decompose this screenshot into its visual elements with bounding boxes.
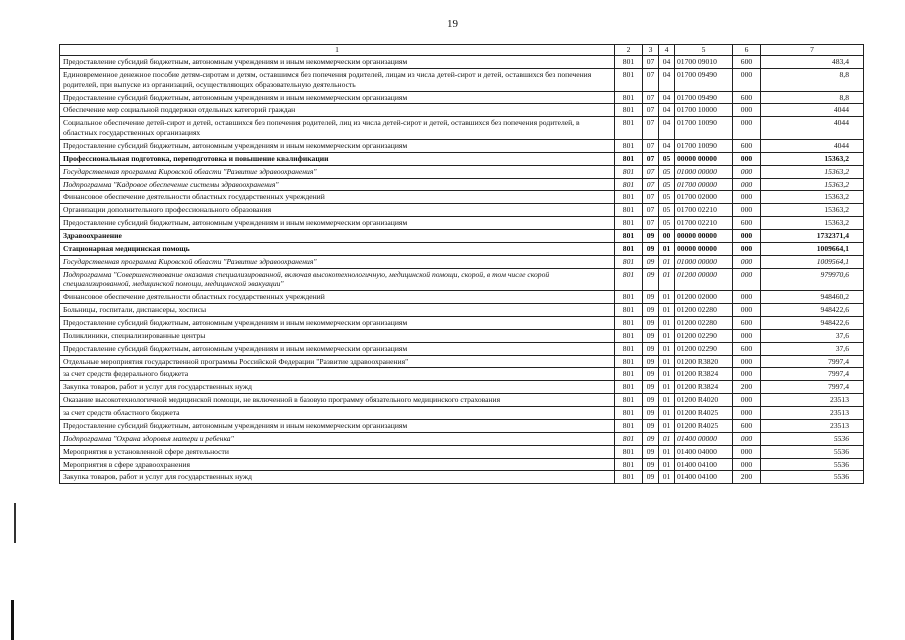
cell-name: Отдельные мероприятия государственной программы Российской Федерации "Развитие здравоохранения" (60, 355, 615, 368)
cell-target-article: 00000 00000 (675, 230, 733, 243)
cell-gov-code: 801 (615, 432, 643, 445)
cell-subsection: 05 (659, 152, 675, 165)
cell-gov-code: 801 (615, 255, 643, 268)
cell-gov-code: 801 (615, 355, 643, 368)
cell-expense-type: 000 (733, 204, 761, 217)
cell-gov-code: 801 (615, 217, 643, 230)
cell-subsection: 04 (659, 91, 675, 104)
table-row (60, 419, 864, 432)
cell-target-article: 01700 02000 (675, 191, 733, 204)
cell-subsection: 01 (659, 368, 675, 381)
cell-section: 09 (643, 458, 659, 471)
cell-gov-code: 801 (615, 329, 643, 342)
cell-section: 09 (643, 317, 659, 330)
cell-amount: 5536 (761, 458, 864, 471)
cell-gov-code: 801 (615, 104, 643, 117)
cell-section: 09 (643, 291, 659, 304)
cell-subsection: 01 (659, 291, 675, 304)
cell-amount: 1009664,1 (761, 242, 864, 255)
cell-target-article: 01200 R4020 (675, 394, 733, 407)
cell-expense-type: 600 (733, 217, 761, 230)
cell-amount: 5536 (761, 471, 864, 484)
cell-gov-code: 801 (615, 291, 643, 304)
table-row (60, 291, 864, 304)
cell-name: Предоставление субсидий бюджетным, автономным учреждениям и иным некоммерческим организациям (60, 217, 615, 230)
table-row (60, 394, 864, 407)
cell-subsection: 01 (659, 342, 675, 355)
cell-gov-code: 801 (615, 140, 643, 153)
cell-expense-type: 000 (733, 230, 761, 243)
cell-gov-code: 801 (615, 394, 643, 407)
header-col-gov: 2 (615, 45, 643, 56)
table-row (60, 117, 864, 140)
cell-name: Профессиональная подготовка, переподготовка и повышение квалификации (60, 152, 615, 165)
cell-name: Закупка товаров, работ и услуг для государственных нужд (60, 381, 615, 394)
cell-gov-code: 801 (615, 230, 643, 243)
cell-target-article: 01700 00000 (675, 178, 733, 191)
cell-subsection: 01 (659, 329, 675, 342)
cell-expense-type: 000 (733, 458, 761, 471)
cell-amount: 23513 (761, 407, 864, 420)
cell-target-article: 01400 00000 (675, 432, 733, 445)
cell-name: Государственная программа Кировской области "Развитие здравоохранения" (60, 165, 615, 178)
cell-amount: 5536 (761, 432, 864, 445)
cell-name: Поликлиники, специализированные центры (60, 329, 615, 342)
table-row (60, 381, 864, 394)
binder-mark (14, 503, 16, 543)
cell-name: Организации дополнительного профессионального образования (60, 204, 615, 217)
header-col-expense-type: 6 (733, 45, 761, 56)
cell-expense-type: 000 (733, 291, 761, 304)
cell-target-article: 01200 02280 (675, 317, 733, 330)
cell-expense-type: 600 (733, 56, 761, 69)
table-row (60, 317, 864, 330)
cell-gov-code: 801 (615, 471, 643, 484)
cell-subsection: 01 (659, 355, 675, 368)
cell-gov-code: 801 (615, 368, 643, 381)
cell-subsection: 04 (659, 68, 675, 91)
cell-expense-type: 000 (733, 178, 761, 191)
cell-expense-type: 000 (733, 255, 761, 268)
cell-gov-code: 801 (615, 117, 643, 140)
cell-gov-code: 801 (615, 381, 643, 394)
cell-section: 09 (643, 471, 659, 484)
table-row (60, 217, 864, 230)
table-header (60, 45, 864, 56)
cell-subsection: 04 (659, 117, 675, 140)
cell-amount: 1009564,1 (761, 255, 864, 268)
table-row (60, 471, 864, 484)
cell-amount: 7997,4 (761, 368, 864, 381)
cell-subsection: 00 (659, 230, 675, 243)
table-row (60, 304, 864, 317)
cell-expense-type: 000 (733, 329, 761, 342)
cell-section: 07 (643, 104, 659, 117)
table-row (60, 255, 864, 268)
cell-gov-code: 801 (615, 68, 643, 91)
header-col-amount: 7 (761, 45, 864, 56)
cell-subsection: 04 (659, 104, 675, 117)
cell-name: Социальное обеспечение детей-сирот и детей, оставшихся без попечения родителей, лиц из числа детей-сирот и детей, оставшихся без попечения родителей, в областных государственных организациях (60, 117, 615, 140)
table-row (60, 191, 864, 204)
cell-subsection: 05 (659, 191, 675, 204)
cell-name: за счет средств федерального бюджета (60, 368, 615, 381)
cell-section: 09 (643, 329, 659, 342)
cell-name: Предоставление субсидий бюджетным, автономным учреждениям и иным некоммерческим организациям (60, 91, 615, 104)
header-row (60, 45, 864, 56)
cell-target-article: 01200 02290 (675, 342, 733, 355)
cell-section: 07 (643, 56, 659, 69)
cell-target-article: 00000 00000 (675, 242, 733, 255)
cell-name: Подпрограмма "Охрана здоровья матери и ребенка" (60, 432, 615, 445)
cell-subsection: 01 (659, 394, 675, 407)
cell-section: 07 (643, 140, 659, 153)
table-row (60, 368, 864, 381)
cell-subsection: 01 (659, 432, 675, 445)
cell-section: 09 (643, 432, 659, 445)
cell-gov-code: 801 (615, 268, 643, 291)
cell-gov-code: 801 (615, 152, 643, 165)
cell-subsection: 05 (659, 165, 675, 178)
cell-name: Подпрограмма "Совершенствование оказания специализированной, включая высокотехнологичную, медицинской помощи, скорой, в том числе скорой специализированной, медицинской помощи, медицинской эвакуации" (60, 268, 615, 291)
cell-section: 07 (643, 191, 659, 204)
table-row (60, 140, 864, 153)
cell-subsection: 01 (659, 445, 675, 458)
cell-name: Предоставление субсидий бюджетным, автономным учреждениям и иным некоммерческим организациям (60, 56, 615, 69)
cell-expense-type: 000 (733, 304, 761, 317)
cell-target-article: 01700 09490 (675, 68, 733, 91)
cell-section: 09 (643, 255, 659, 268)
cell-amount: 483,4 (761, 56, 864, 69)
cell-amount: 15363,2 (761, 152, 864, 165)
cell-amount: 948422,6 (761, 304, 864, 317)
cell-section: 07 (643, 152, 659, 165)
table-row (60, 445, 864, 458)
cell-amount: 23513 (761, 419, 864, 432)
cell-gov-code: 801 (615, 191, 643, 204)
table-row (60, 104, 864, 117)
table-row (60, 329, 864, 342)
table-row (60, 342, 864, 355)
cell-subsection: 01 (659, 471, 675, 484)
cell-gov-code: 801 (615, 342, 643, 355)
cell-target-article: 01400 04000 (675, 445, 733, 458)
cell-section: 07 (643, 217, 659, 230)
cell-target-article: 01700 10090 (675, 117, 733, 140)
cell-expense-type: 000 (733, 191, 761, 204)
cell-amount: 8,8 (761, 68, 864, 91)
cell-target-article: 01200 R3824 (675, 368, 733, 381)
cell-subsection: 01 (659, 242, 675, 255)
cell-amount: 7997,4 (761, 355, 864, 368)
cell-section: 07 (643, 204, 659, 217)
cell-amount: 15363,2 (761, 217, 864, 230)
cell-gov-code: 801 (615, 445, 643, 458)
cell-section: 09 (643, 368, 659, 381)
cell-expense-type: 000 (733, 432, 761, 445)
cell-expense-type: 600 (733, 140, 761, 153)
table-row (60, 432, 864, 445)
cell-amount: 1732371,4 (761, 230, 864, 243)
binder-mark (11, 600, 14, 640)
cell-subsection: 05 (659, 217, 675, 230)
cell-subsection: 05 (659, 204, 675, 217)
cell-name: Мероприятия в установленной сфере деятельности (60, 445, 615, 458)
cell-target-article: 01700 09490 (675, 91, 733, 104)
cell-section: 07 (643, 68, 659, 91)
cell-subsection: 01 (659, 381, 675, 394)
cell-amount: 15363,2 (761, 204, 864, 217)
cell-name: Предоставление субсидий бюджетным, автономным учреждениям и иным некоммерческим организациям (60, 419, 615, 432)
table-row (60, 407, 864, 420)
cell-section: 09 (643, 407, 659, 420)
cell-expense-type: 000 (733, 368, 761, 381)
cell-subsection: 01 (659, 255, 675, 268)
cell-subsection: 01 (659, 419, 675, 432)
cell-expense-type: 200 (733, 381, 761, 394)
page-number: 19 (447, 18, 458, 30)
table-row (60, 458, 864, 471)
table-row (60, 178, 864, 191)
cell-name: Финансовое обеспечение деятельности областных государственных учреждений (60, 191, 615, 204)
cell-amount: 4044 (761, 140, 864, 153)
cell-target-article: 01200 R3820 (675, 355, 733, 368)
cell-expense-type: 000 (733, 407, 761, 420)
cell-target-article: 01200 02000 (675, 291, 733, 304)
cell-target-article: 01200 02290 (675, 329, 733, 342)
cell-gov-code: 801 (615, 458, 643, 471)
cell-target-article: 01200 R4025 (675, 419, 733, 432)
cell-subsection: 01 (659, 268, 675, 291)
table-row (60, 152, 864, 165)
cell-amount: 15363,2 (761, 191, 864, 204)
cell-gov-code: 801 (615, 204, 643, 217)
cell-gov-code: 801 (615, 317, 643, 330)
table-body (60, 56, 864, 484)
cell-expense-type: 000 (733, 394, 761, 407)
cell-gov-code: 801 (615, 242, 643, 255)
cell-target-article: 01000 00000 (675, 255, 733, 268)
cell-section: 09 (643, 394, 659, 407)
cell-expense-type: 000 (733, 165, 761, 178)
cell-expense-type: 000 (733, 68, 761, 91)
cell-expense-type: 000 (733, 117, 761, 140)
cell-expense-type: 600 (733, 342, 761, 355)
cell-amount: 4044 (761, 117, 864, 140)
cell-section: 07 (643, 178, 659, 191)
cell-section: 09 (643, 381, 659, 394)
cell-expense-type: 000 (733, 445, 761, 458)
cell-amount: 5536 (761, 445, 864, 458)
cell-amount: 7997,4 (761, 381, 864, 394)
table-row (60, 242, 864, 255)
cell-name: Предоставление субсидий бюджетным, автономным учреждениям и иным некоммерческим организациям (60, 140, 615, 153)
cell-subsection: 01 (659, 317, 675, 330)
cell-section: 09 (643, 445, 659, 458)
table-row (60, 91, 864, 104)
cell-section: 09 (643, 268, 659, 291)
cell-section: 09 (643, 342, 659, 355)
cell-amount: 979970,6 (761, 268, 864, 291)
cell-amount: 37,6 (761, 342, 864, 355)
cell-subsection: 01 (659, 304, 675, 317)
cell-section: 09 (643, 230, 659, 243)
header-col-section: 3 (643, 45, 659, 56)
cell-section: 09 (643, 242, 659, 255)
header-col-target-article: 5 (675, 45, 733, 56)
table-row (60, 230, 864, 243)
cell-name: Обеспечение мер социальной поддержки отдельных категорий граждан (60, 104, 615, 117)
cell-target-article: 01700 09010 (675, 56, 733, 69)
cell-amount: 37,6 (761, 329, 864, 342)
table-row (60, 56, 864, 69)
cell-amount: 8,8 (761, 91, 864, 104)
table-row (60, 68, 864, 91)
cell-subsection: 01 (659, 407, 675, 420)
cell-target-article: 01400 04100 (675, 458, 733, 471)
cell-target-article: 01700 10090 (675, 140, 733, 153)
cell-target-article: 01700 02210 (675, 204, 733, 217)
cell-expense-type: 000 (733, 242, 761, 255)
cell-target-article: 01200 R3824 (675, 381, 733, 394)
table-row (60, 165, 864, 178)
cell-section: 09 (643, 304, 659, 317)
cell-gov-code: 801 (615, 419, 643, 432)
cell-target-article: 01200 02280 (675, 304, 733, 317)
cell-gov-code: 801 (615, 304, 643, 317)
cell-gov-code: 801 (615, 178, 643, 191)
cell-name: Финансовое обеспечение деятельности областных государственных учреждений (60, 291, 615, 304)
cell-gov-code: 801 (615, 91, 643, 104)
header-col-subsection: 4 (659, 45, 675, 56)
cell-expense-type: 200 (733, 471, 761, 484)
cell-name: Государственная программа Кировской области "Развитие здравоохранения" (60, 255, 615, 268)
cell-name: Больницы, госпитали, диспансеры, хосписы (60, 304, 615, 317)
cell-expense-type: 000 (733, 268, 761, 291)
cell-name: Закупка товаров, работ и услуг для государственных нужд (60, 471, 615, 484)
table-row (60, 268, 864, 291)
table-row (60, 204, 864, 217)
cell-expense-type: 000 (733, 152, 761, 165)
cell-gov-code: 801 (615, 56, 643, 69)
cell-name: Единовременное денежное пособие детям-сиротам и детям, оставшимся без попечения родителей, лицам из числа детей-сирот и детей, оставшихся без попечения родителей, при выпуске из организаций, осуществляющих образовательную деятельность (60, 68, 615, 91)
cell-subsection: 04 (659, 56, 675, 69)
cell-section: 07 (643, 165, 659, 178)
cell-target-article: 01700 02210 (675, 217, 733, 230)
table-row (60, 355, 864, 368)
cell-amount: 23513 (761, 394, 864, 407)
cell-expense-type: 000 (733, 355, 761, 368)
cell-amount: 15363,2 (761, 165, 864, 178)
cell-amount: 948422,6 (761, 317, 864, 330)
cell-name: Здравоохранение (60, 230, 615, 243)
cell-expense-type: 600 (733, 317, 761, 330)
cell-name: Предоставление субсидий бюджетным, автономным учреждениям и иным некоммерческим организациям (60, 342, 615, 355)
cell-subsection: 01 (659, 458, 675, 471)
cell-section: 07 (643, 117, 659, 140)
header-col-name: 1 (60, 45, 615, 56)
cell-section: 09 (643, 355, 659, 368)
cell-section: 09 (643, 419, 659, 432)
cell-target-article: 01400 04100 (675, 471, 733, 484)
cell-target-article: 01200 R4025 (675, 407, 733, 420)
cell-name: Оказание высокотехнологичной медицинской помощи, не включенной в базовую программу обязательного медицинского страхования (60, 394, 615, 407)
cell-target-article: 00000 00000 (675, 152, 733, 165)
cell-name: Стационарная медицинская помощь (60, 242, 615, 255)
cell-amount: 948460,2 (761, 291, 864, 304)
cell-target-article: 01200 00000 (675, 268, 733, 291)
cell-gov-code: 801 (615, 407, 643, 420)
cell-name: Предоставление субсидий бюджетным, автономным учреждениям и иным некоммерческим организациям (60, 317, 615, 330)
cell-name: за счет средств областного бюджета (60, 407, 615, 420)
cell-gov-code: 801 (615, 165, 643, 178)
cell-amount: 15363,2 (761, 178, 864, 191)
cell-name: Подпрограмма "Кадровое обеспечение системы здравоохранения" (60, 178, 615, 191)
cell-target-article: 01700 10000 (675, 104, 733, 117)
cell-expense-type: 000 (733, 104, 761, 117)
budget-table (59, 44, 864, 484)
cell-section: 07 (643, 91, 659, 104)
cell-expense-type: 600 (733, 91, 761, 104)
cell-subsection: 05 (659, 178, 675, 191)
cell-target-article: 01000 00000 (675, 165, 733, 178)
cell-amount: 4044 (761, 104, 864, 117)
cell-subsection: 04 (659, 140, 675, 153)
cell-name: Мероприятия в сфере здравоохранения (60, 458, 615, 471)
cell-expense-type: 600 (733, 419, 761, 432)
